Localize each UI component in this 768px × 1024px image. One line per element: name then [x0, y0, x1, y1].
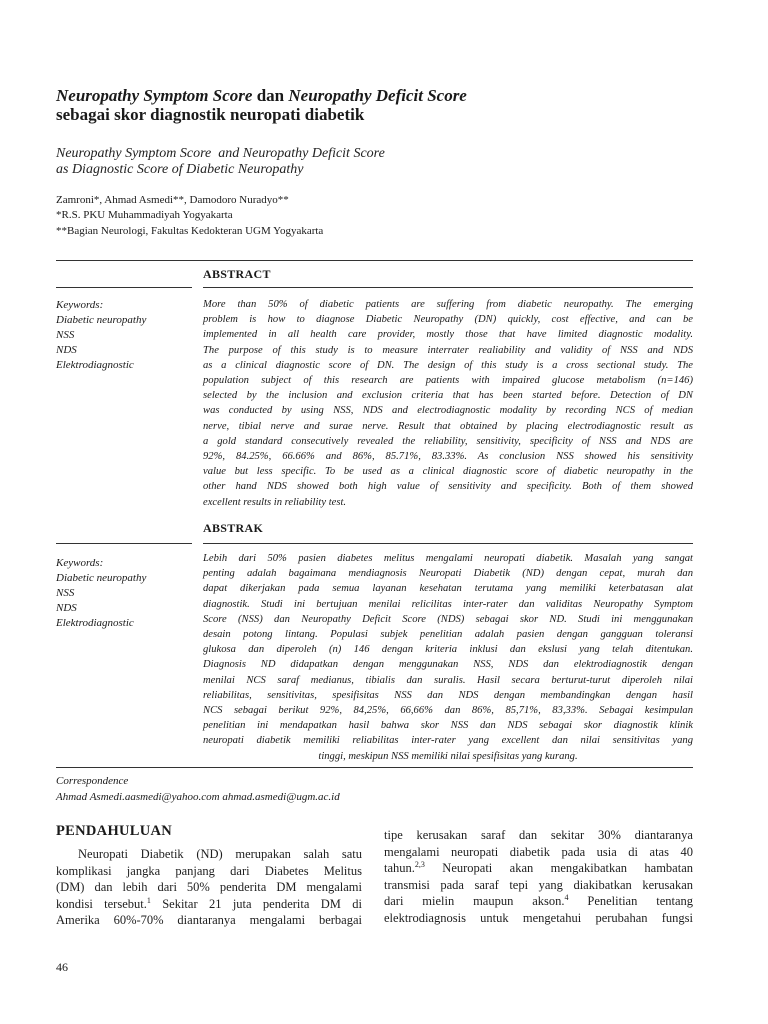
- paper-title-line-2: sebagai skor diagnostik neuropati diabetik: [56, 105, 365, 124]
- page-number: 46: [56, 960, 68, 974]
- english-title-line-2: as Diagnostic Score of Diabetic Neuropathy: [56, 162, 304, 177]
- keywords-label: Keywords:: [56, 557, 104, 569]
- abstrak-line: Score (NSS) dan Neuropathy Deficit Score (NDS) sebagai skor ND. Studi ini menggunakan: [203, 613, 693, 625]
- abstrak-heading: ABSTRAK: [203, 521, 264, 535]
- abstract-line: 92%, 84.25%, 66.66% and 86%, 85.71%, 83.33%. As conclusion NSS showed his sensitivity: [203, 451, 693, 463]
- intro-left-column: [56, 846, 362, 929]
- abstract-line: as a clinical diagnostic score of DN. The design of this study is a cross sectional study. The: [203, 359, 693, 371]
- abstract-line: excellent results in reliability test.: [203, 496, 347, 508]
- section-heading: PENDAHULUAN: [56, 823, 173, 839]
- abstrak-rule: [203, 543, 693, 544]
- abstract-line: selected by the inclusion and exclusion criteria that has been started before. Detection of DN: [203, 390, 693, 402]
- abstract-line: The purpose of this study is to measure interrater realiability and validity of NSS and NDS: [203, 344, 693, 356]
- affiliation-1: *R.S. PKU Muhammadiyah Yogyakarta: [56, 209, 233, 221]
- abstract-line: problem is how to diagnose Diabetic Neuropathy (DN) quickly, cost effective, and can be: [203, 314, 693, 326]
- abstract-top-rule: [56, 260, 693, 261]
- abstract-keywords: [56, 298, 186, 373]
- keywords-label: Keywords:: [56, 299, 104, 311]
- paper-title-line-1: [56, 86, 467, 106]
- body-text: dari mielin maupun akson.: [384, 894, 565, 908]
- body-line: Amerika 60%-70% diantaranya mengalami berbagai: [56, 913, 362, 927]
- body-line: komplikasi jangka panjang dari Diabetes Melitus: [56, 863, 362, 878]
- abstract-line: More than 50% of diabetic patients are suffering from diabetic neuropathy. The emerging: [203, 299, 693, 310]
- citation-ref: 4: [564, 892, 569, 902]
- abstract-line: implemented in all health care provider, mostly those that have limited diagnostic modality.: [203, 329, 693, 341]
- abstrak-line: Diagnosis ND didapatkan dengan menggunakan NSS, NDS dan elektrodiagnostik dengan: [203, 659, 693, 671]
- title-dan: dan: [252, 86, 289, 105]
- keywords-rule: [56, 543, 192, 544]
- correspondence-label: Correspondence: [56, 775, 129, 787]
- keyword: NDS: [56, 344, 77, 356]
- abstract-line: a gold standard consecutively revealed the reliability, sensitivity, specificity of NSS and NDS are: [203, 435, 693, 447]
- keyword: Diabetic neuropathy: [56, 572, 147, 584]
- abstrak-line: tinggi, meskipun NSS memiliki nilai spesifisitas yang kurang.: [318, 750, 578, 762]
- abstrak-line: diagnostik. Studi ini bertujuan menilai relicilitas inter-rater dan validitas Neuropathy Symptom: [203, 598, 693, 610]
- citation-ref: 2,3: [414, 859, 425, 869]
- abstract-body: [203, 297, 693, 510]
- keywords-rule: [56, 287, 192, 288]
- abstract-line: value but less specific. To be used as a clinical diagnostic score of diabetic neuropathy in the: [203, 466, 693, 478]
- abstract-line: was conducted by using NSS, NDS and electrodiagnostic modality by recording NCS of median: [203, 405, 693, 417]
- abstrak-line: penting adalah bagaimana mendiagnosis Neuropati Diabetik (ND) dengan cepat, murah dan: [203, 568, 693, 580]
- abstract-heading: ABSTRACT: [203, 267, 271, 281]
- body-text: kondisi tersebut.: [56, 896, 147, 911]
- abstrak-line: neuropati diabetik memiliki reliabilitas inter-rater yang excellent dan nilai sensitivitas yang: [203, 735, 693, 747]
- body-line: Neuropati Diabetik (ND) merupakan salah satu: [78, 847, 362, 861]
- abstract-rule: [203, 287, 693, 288]
- body-line: elektrodiagnosis untuk mengetahui perubahan fungsi: [384, 910, 693, 925]
- body-line: [384, 860, 693, 877]
- abstrak-line: reliabilitas, sensitivitas, spesifisitas NSS dan NDS dengan membandingkan dengan hasil: [203, 689, 693, 701]
- body-text: Neuropati akan mengakibatkan hambatan: [424, 861, 693, 875]
- keyword: NSS: [56, 329, 75, 341]
- abstrak-line: penelitian ini mendapatkan hasil bahwa skor NSS dan NDS sebagai skor diagnostik klinik: [203, 720, 693, 732]
- abstrak-line: desain potong lintang. Populasi subjek penelitian adalah pasien dengan gangguan toleransi: [203, 629, 693, 641]
- body-line: [384, 893, 693, 910]
- abstrak-line: Lebih dari 50% pasien diabetes melitus mengalami neuropati diabetik. Masalah yang sangat: [203, 553, 693, 564]
- keyword: NSS: [56, 587, 75, 599]
- abstrak-body: [203, 551, 693, 764]
- body-line: transmisi pada saraf tepi yang diakibatkan kerusakan: [384, 877, 693, 892]
- abstrak-keywords: [56, 556, 186, 631]
- author-names: Zamroni*, Ahmad Asmedi**, Damodoro Nuradyo**: [56, 194, 289, 206]
- keyword: Elektrodiagnostic: [56, 359, 134, 371]
- english-title-line-1: Neuropathy Symptom Score and Neuropathy Deficit Score: [56, 146, 385, 161]
- body-line: [56, 896, 362, 913]
- abstract-line: nerve, tibial nerve and surae nerve. Result that obtained by placing electrodiagnostic result as: [203, 420, 693, 432]
- title-nds: Neuropathy Deficit Score: [288, 86, 467, 105]
- body-line: mengalami neuropati diabetik pada usia di atas 40: [384, 844, 693, 859]
- keyword: NDS: [56, 602, 77, 614]
- abstrak-line: dapat dikerjakan pada semua layanan kesehatan terutama yang memiliki keterbatasan alat: [203, 583, 693, 595]
- body-line: (DM) dan lebih dari 50% penderita DM mengalami: [56, 880, 362, 894]
- abstrak-line: menilai NCS saraf medianus, tibialis dan suralis. Hasil secara berturut-turut diperoleh nilai: [203, 674, 693, 686]
- keyword: Diabetic neuropathy: [56, 314, 147, 326]
- abstract-line: population subject of this research are patients with impaired glucose metabolism (n=146): [203, 375, 693, 387]
- body-text: Penelitian tentang: [568, 894, 694, 908]
- keyword: Elektrodiagnostic: [56, 617, 134, 629]
- body-text: tahun.: [384, 861, 415, 875]
- abstrak-line: glukosa dan diperoleh (n) 146 dengan kriteria inklusi dan ekslusi yang telah ditentukan.: [203, 644, 693, 656]
- body-line: tipe kerusakan saraf dan sekitar 30% diantaranya: [384, 828, 693, 842]
- abstract-line: other hand NDS showed both high value of sensitivity and specificity. Both of them showed: [203, 481, 693, 493]
- correspondence-emails: Ahmad Asmedi.aasmedi@yahoo.com ahmad.asmedi@ugm.ac.id: [56, 791, 340, 803]
- abstract-bottom-rule: [56, 767, 693, 768]
- abstrak-line: NCS sebagai berikut 92%, 84,25%, 66,66% dan 86%, 85,71%, 83,33%. Sebagai kesimpulan: [203, 705, 693, 717]
- intro-right-column: [384, 827, 693, 926]
- affiliation-2: **Bagian Neurologi, Fakultas Kedokteran UGM Yogyakarta: [56, 225, 324, 237]
- citation-ref: 1: [146, 895, 151, 905]
- body-text: Sekitar 21 juta penderita DM di: [150, 896, 362, 911]
- title-nss: Neuropathy Symptom Score: [56, 86, 253, 105]
